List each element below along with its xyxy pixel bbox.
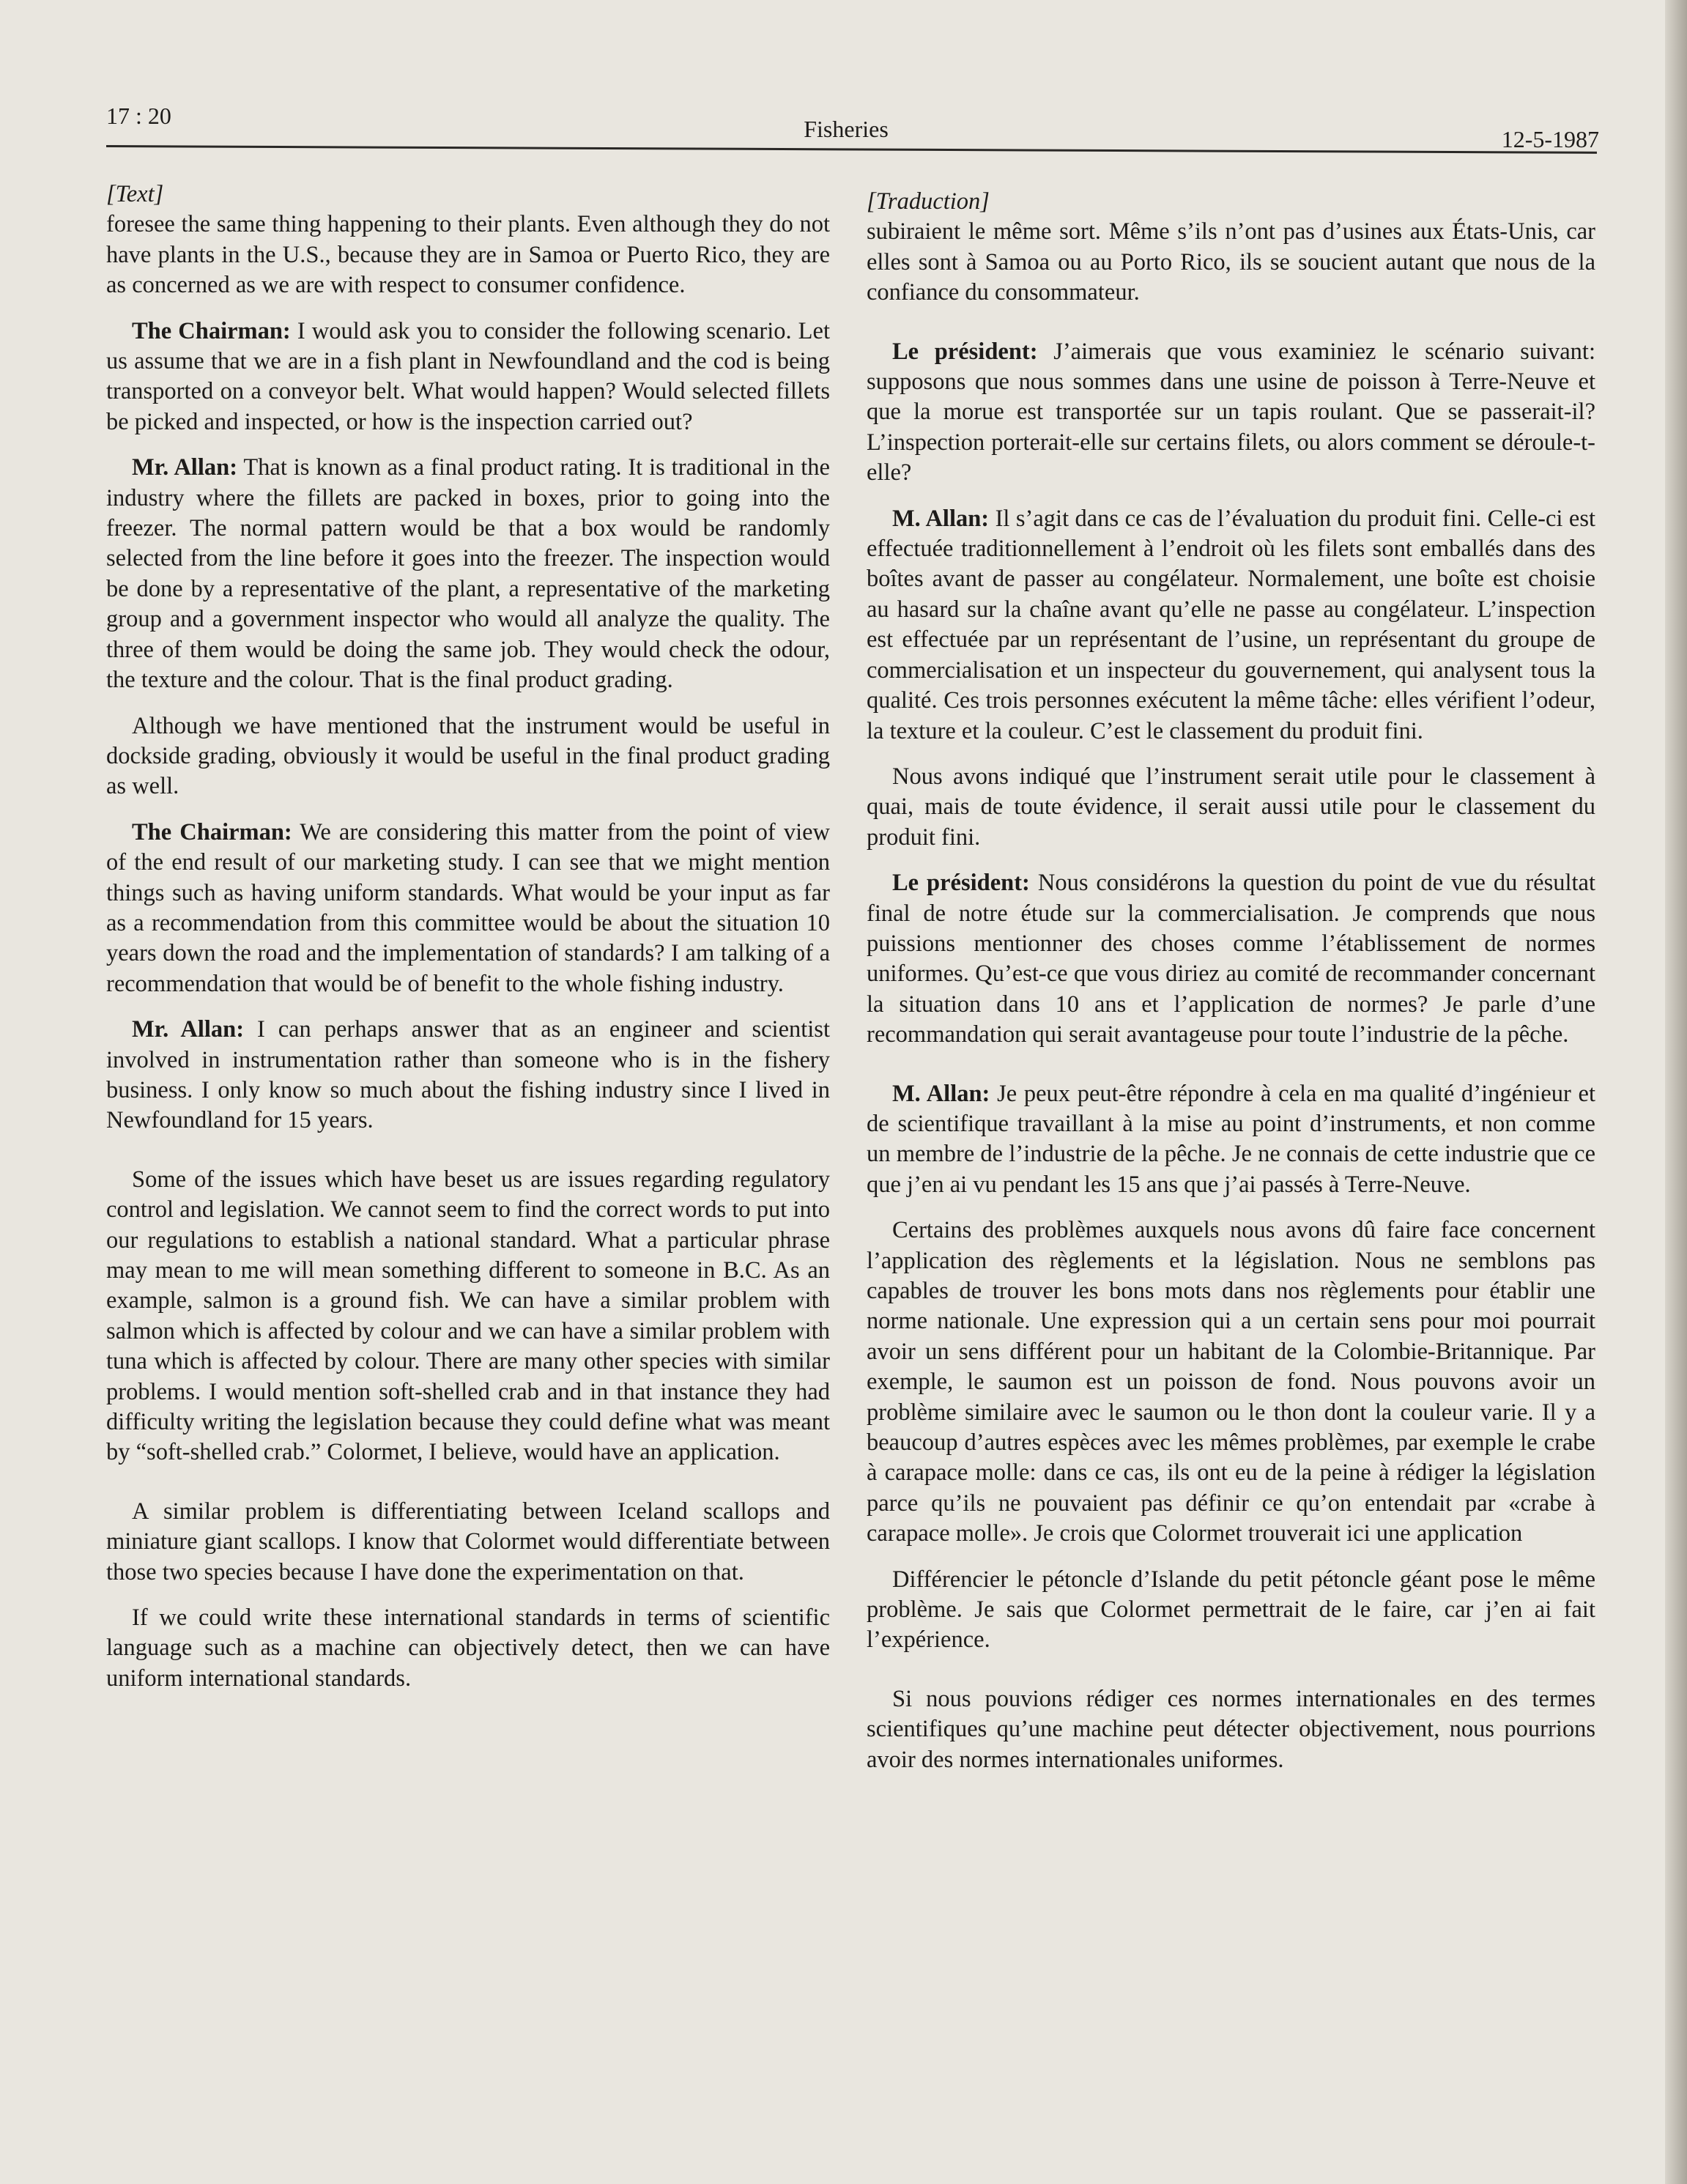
speaker-name: The Chairman: [132,818,292,845]
running-title: Fisheries [804,116,889,142]
column-label: [Traduction] [867,188,990,215]
speech-text: I would ask you to consider the following scenario. Let us assume that we are in a fish plant in Newfoundland and the cod is being transported on a conveyor belt. What would happen? Would selected fillets be picked and inspected, or how is the inspection carried out? [106,317,830,435]
paragraph: Si nous pouvions rédiger ces normes internationales en des termes scientifiques qu’une machine peut détecter objectivement, nous pourrions avoir des normes internationales uniformes. [867,1685,1595,1773]
english-column [106,179,830,1709]
speaker-name: The Chairman: [132,317,291,344]
header-date: 12-5-1987 [1501,126,1599,152]
speaker-paragraph [867,337,1595,489]
paragraph: foresee the same thing happening to their plants. Even although they do not have plants in the U.S., because they are in Samoa or Puerto Rico, they are as concerned as we are with respect to consumer confidence. [106,211,830,299]
speech-text: Nous considérons la question du point de vue du résultat final de notre étude sur la commercialisation. Je comprends que nous puissions mentionner des choses comme l’établissement de normes uniformes. Qu’est-ce que vous diriez au comité de recommander concernant la situation dans 10 ans et l’application de normes? Je parle d’une recommandation qui serait avantageuse pour toute l’industrie de la pêche. [867,870,1595,1048]
speaker-name: Le président: [892,338,1038,365]
header-rule [106,145,1597,154]
speech-text: Il s’agit dans ce cas de l’évaluation du produit fini. Celle-ci est effectuée traditionnellement à l’endroit où les filets sont emballés dans des boîtes avant de passer au congélateur. Normalement, une boîte est choisie au hasard sur la chaîne avant qu’elle ne passe au congélateur. L’inspection est effectuée par un représentant de l’usine, un représentant du groupe de commercialisation et un inspecteur du gouvernement, qui analysent tous la qualité. Ces trois personnes exécutent la même tâche: elles vérifient l’odeur, la texture et la couleur. C’est le classement du produit fini. [867,505,1595,744]
speaker-name: Mr. Allan: [132,1016,245,1043]
paragraph: If we could write these international standards in terms of scientific language such as a machine can objectively detect, then we can have uniform international standards. [106,1604,830,1692]
speaker-name: Mr. Allan: [132,454,238,481]
speaker-paragraph [106,1015,830,1136]
speech-text: J’aimerais que vous examiniez le scénario suivant: supposons que nous sommes dans une usine de poisson à Terre-Neuve et que la morue est transportée sur un tapis roulant. Que se passerait-il? L’inspection porterait-elle sur certains filets, ou alors comment se déroule-t-elle? [867,338,1595,486]
column-label: [Text] [106,181,164,207]
speaker-name: M. Allan: [892,1080,990,1107]
page-edge-shadow [1665,0,1687,2184]
speaker-paragraph [867,868,1595,1050]
speech-text: That is known as a final product rating. It is traditional in the industry where the fillets are packed in boxes, prior to going into the freezer. The normal pattern would be that a box would be randomly selected from the line before it goes into the freezer. The inspection would be done by a representative of the plant, a representative of the marketing group and a government inspector who would all analyze the quality. The three of them would be doing the same job. They would check the odour, the texture and the colour. That is the final product grading. [106,454,830,694]
paragraph: Nous avons indiqué que l’instrument serait utile pour le classement à quai, mais de toute évidence, il serait aussi utile pour le classement du produit fini. [867,763,1595,851]
speaker-paragraph [106,453,830,695]
paragraph: subiraient le même sort. Même s’ils n’ont pas d’usines aux États-Unis, car elles sont à Samoa ou au Porto Rico, ils se soucient autant que nous de la confiance du consommateur. [867,218,1595,306]
paragraph: Différencier le pétoncle d’Islande du petit pétoncle géant pose le même problème. Je sais que Colormet permettrait de le faire, car j’en ai fait l’expérience. [867,1566,1595,1654]
paragraph: Although we have mentioned that the instrument would be useful in dockside grading, obviously it would be useful in the final product grading as well. [106,712,830,800]
speaker-paragraph [867,1079,1595,1201]
speaker-paragraph [106,818,830,999]
paragraph: Some of the issues which have beset us are issues regarding regulatory control and legislation. We cannot seem to find the correct words to put into our regulations to establish a national standard. What a particular phrase may mean to me will mean something different to someone in B.C. As an example, salmon is a ground fish. We can have a similar problem with salmon which is affected by colour and we can have a similar problem with tuna which is affected by colour. There are many other species with similar problems. I would mention soft-shelled crab and in that instance they had difficulty writing the legislation because they could define what was meant by “soft-shelled crab.” Colormet, I believe, would have an application. [106,1166,830,1466]
speech-text: Je peux peut-être répondre à cela en ma qualité d’ingénieur et de scientifique travaillant à la mise au point d’instruments, et non comme un membre de l’industrie de la pêche. Je ne connais de cette industrie que ce que j’en ai vu pendant les 15 ans que j’ai passés à Terre-Neuve. [867,1080,1595,1198]
paragraph: A similar problem is differentiating between Iceland scallops and miniature giant scallops. I know that Colormet would differentiate between those two species because I have done the experimentation on that. [106,1498,830,1585]
speech-text: I can perhaps answer that as an engineer and scientist involved in instrumentation rather than someone who is in the fishery business. I only know so much about the fishing industry since I lived in Newfoundland for 15 years. [106,1016,830,1134]
speech-text: We are considering this matter from the point of view of the end result of our marketing study. I can see that we might mention things such as having uniform standards. What would be your input as far as a recommendation from this committee would be about the situation 10 years down the road and the implementation of standards? I am talking of a recommendation that would be of benefit to the whole fishing industry. [106,818,830,997]
speaker-name: M. Allan: [892,505,990,532]
paragraph: Certains des problèmes auxquels nous avons dû faire face concernent l’application des règlements et la législation. Nous ne semblons pas capables de trouver les bons mots dans nos règlements pour établir une norme nationale. Une expression qui a un certain sens pour moi pourrait avoir un sens différent pour un habitant de la Colombie-Britannique. Par exemple, le saumon est un poisson de fond. Nous pouvons avoir un problème similaire avec le saumon ou le thon dont la couleur varie. Il y a beaucoup d’autres espèces avec les mêmes problèmes, par exemple le crabe à carapace molle: dans ce cas, ils ont eu de la peine à rédiger la législation parce qu’ils ne pouvaient pas définir ce qu’on entendait par «crabe à carapace molle». Je crois que Colormet trouverait ici une application [867,1217,1595,1547]
speaker-paragraph [106,317,830,438]
french-column [867,187,1595,1791]
speaker-name: Le président: [892,870,1030,897]
page-reference: 17 : 20 [106,103,171,129]
speaker-paragraph [867,504,1595,747]
